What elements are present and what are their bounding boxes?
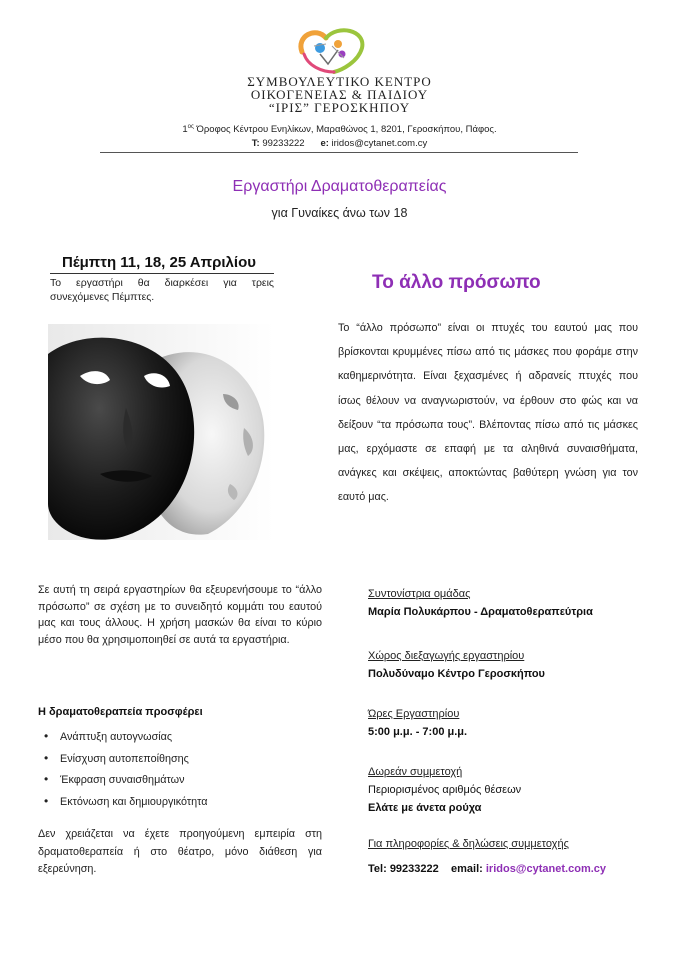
offer-item-4: Εκτόνωση και δημιουργικότητα <box>60 795 208 808</box>
tel-value: 99233222 <box>389 863 439 875</box>
contact-label: Για πληροφορίες & δηλώσεις συμμετοχής <box>368 838 569 850</box>
offer-item-1: Ανάπτυξη αυτογνωσίας <box>60 731 173 743</box>
hours-label: Ώρες Εργαστηρίου <box>368 708 460 720</box>
iris-logo-icon <box>292 24 374 74</box>
workshop-dates: Πέμπτη 11, 18, 25 Απριλίου <box>62 254 256 271</box>
offer-item-2: Ενίσχυση αυτοπεποίθησης <box>60 752 189 765</box>
bullet-icon: • <box>44 793 49 808</box>
org-name-line2: ΟΙΚΟΓΕΝΕΙΑΣ & ΠΑΙΔΙΟΥ <box>250 87 429 102</box>
floor-suffix: ος <box>187 124 194 130</box>
list-item <box>44 748 208 770</box>
header-divider <box>100 152 578 153</box>
page-title: Εργαστήρι Δραματοθεραπείας <box>232 178 447 195</box>
article-title: Το άλλο πρόσωπο <box>372 272 541 293</box>
header-email[interactable]: iridos@cytanet.com.cy <box>331 138 428 149</box>
org-name-line1: ΣΥΜΒΟΥΛΕΥΤΙΚΟ ΚΕΝΤΡΟ <box>247 74 432 89</box>
org-name-line3: “ΙΡΙΣ” ΓΕΡΟΣΚΗΠΟΥ <box>268 100 411 115</box>
limited-seats-text: Περιορισμένος αριθμός θέσεων <box>368 784 522 796</box>
phone-label: T: <box>251 138 260 149</box>
clothing-note: Ελάτε με άνετα ρούχα <box>368 802 482 814</box>
address-text: Όροφος Κέντρου Ενηλίκων, Μαραθώνος 1, 8201, Γεροσκήπου, Πάφος. <box>193 124 497 136</box>
tel-label: Tel: <box>368 863 387 875</box>
offer-item-3: Έκφραση συναισθημάτων <box>60 774 185 786</box>
closing-paragraph: Δεν χρειάζεται να έχετε προηγούμενη εμπειρία στη δραματοθεραπεία ή στο θέατρο, μόνο διάθεση για εξερεύνηση. <box>38 828 322 875</box>
list-item <box>44 791 208 813</box>
floor-number: 1 <box>182 124 188 136</box>
coordinator-value: Μαρία Πολυκάρπου - Δραματοθεραπεύτρια <box>368 606 593 618</box>
dates-divider <box>50 273 274 274</box>
free-participation-label: Δωρεάν συμμετοχή <box>368 766 463 778</box>
venue-label: Χώρος διεξαγωγής εργαστηρίου <box>368 650 525 662</box>
email-label: email: <box>451 863 483 875</box>
phone-number: 99233222 <box>262 138 305 149</box>
offers-heading: Η δραματοθεραπεία προσφέρει <box>38 706 203 718</box>
header-contact <box>60 138 619 149</box>
list-item <box>44 769 208 791</box>
article-body: Το “άλλο πρόσωπο” είναι οι πτυχές του εαυτού μας που βρίσκονται κρυμμένες πίσω από τις μάσκες που φοράμε στην καθημερινότητα. Είναι ξεχασμένες ή αδρανείς πτυχές που ίσως θέλουν να αναγνωριστούν, να έρθουν στο φώς και να δείξουν “τα πρόσωπα τους”. Βλέποντας πίσω από τις μάσκες μας, ερχόμαστε σε επαφή με τα αληθινά συναισθήματα, ανάγκες και σκέψεις, αποκτώντας βαθύτερη γνώση για τον εαυτό μας. <box>338 322 638 504</box>
contact-line <box>368 863 606 875</box>
venue-value: Πολυδύναμο Κέντρο Γεροσκήπου <box>368 668 545 680</box>
coordinator-label: Συντονίστρια ομάδας <box>368 588 471 600</box>
dates-note: Το εργαστήρι θα διαρκέσει για τρεις συνεχόμενες Πέμπτες. <box>50 277 274 303</box>
bullet-icon: • <box>44 729 49 743</box>
bullet-icon: • <box>44 750 49 765</box>
offers-list <box>44 726 208 812</box>
email-label: e: <box>320 138 329 149</box>
page-subtitle: για Γυναίκες άνω των 18 <box>271 206 408 220</box>
hours-value: 5:00 μ.μ. - 7:00 μ.μ. <box>368 726 468 738</box>
contact-email-link[interactable]: iridos@cytanet.com.cy <box>485 863 607 875</box>
bullet-icon: • <box>44 772 49 786</box>
intro-paragraph: Σε αυτή τη σειρά εργαστηρίων θα εξευρενήσουμε το “άλλο πρόσωπο” σε σχέση με το συνειδητό κομμάτι του εαυτού μας και τους άλλους. Η χρήση μασκών θα είναι το κύριο μέσο που θα χρησιμοποιηθεί σε αυτά τα εργαστήρια. <box>38 584 322 646</box>
address <box>60 124 619 135</box>
mask-photo <box>48 324 274 540</box>
list-item <box>44 726 208 748</box>
